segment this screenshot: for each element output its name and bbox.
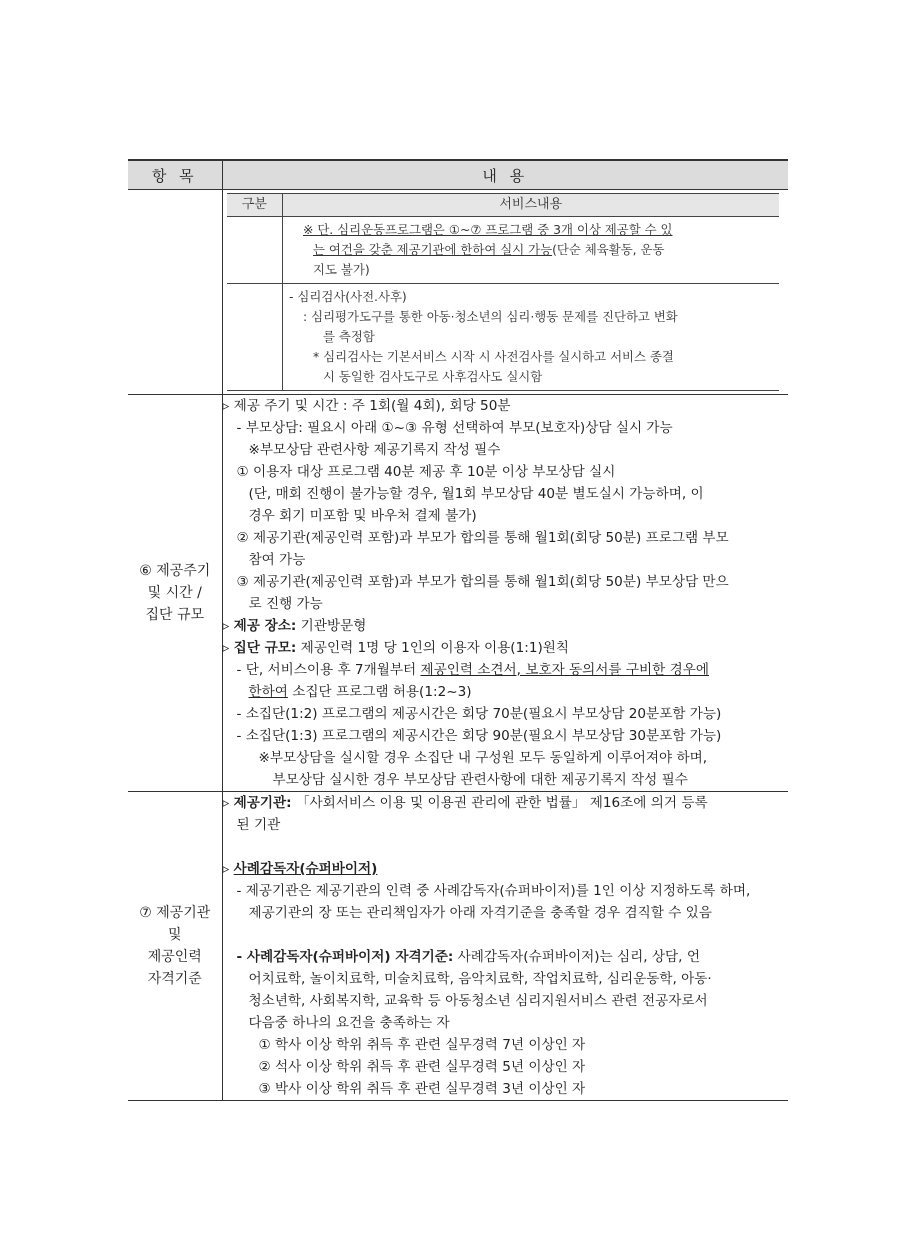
test-line: - 심리검사(사전.사후) (289, 289, 407, 304)
note-line: 지도 불가) (313, 262, 370, 277)
test-line: * 심리검사는 기본서비스 시작 시 사전검사를 실시하고 서비스 종결 (313, 349, 674, 364)
table-header (128, 160, 788, 190)
provider-line: ▹ 제공기관: 「사회서비스 이용 및 이용권 관리에 관한 법률」 제16조에 의거 등록 (222, 795, 708, 811)
header-content: 내 용 (222, 160, 788, 190)
qualification-line: - 사례감독자(슈퍼바이저) 자격기준: 사례감독자(슈퍼바이저)는 심리, 상담, 언 (236, 949, 700, 965)
inner-table (227, 193, 779, 391)
inner-header (227, 194, 779, 217)
table-row (128, 792, 788, 1101)
note-line: 는 여건을 갖춘 제공기관에 한하여 실시 가능(단순 체육활동, 운동 (313, 242, 665, 257)
test-line: 시 동일한 검사도구로 사후검사도 실시함 (323, 369, 543, 384)
inner-header-category: 구분 (227, 194, 283, 217)
table-row (128, 395, 788, 792)
row-content-7: ▹ 제공기관: 「사회서비스 이용 및 이용권 관리에 관한 법률」 제16조에 의거 등록 된 기관 ▹ 사례감독자(슈퍼바이저) - 제공기관은 제공기관의 인력 중 사례감독자(슈퍼바이저)를 1인 이상 지정하도록 하며, 제공기관의 장 또는 관리책임자가 아래 자격기준을 충족할 경우 겸직할 수 있음 - 사례감독자(슈퍼바이저) 자격기준: 사례감독자(슈퍼바이저)는 심리, 상담, 언 어치료학, 놀이치료학, 미술치료학, 음악치료학, 작업치료학, 심리운동학, 아동· 청소년학, 사회복지학, 교육학 등 아동청소년 심리지원서비스 관련 전공자로서 다음중 하나의 요건을 충족하는 자 ① 학사 이상 학위 취득 후 관련 실무경력 7년 이상인 자 ② 석사 이상 학위 취득 후 관련 실무경력 5년 이상인 자 ③ 박사 이상 학위 취득 후 관련 실무경력 3년 이상인 자 (222, 792, 788, 1101)
header-item: 항 목 (128, 160, 222, 190)
row-content-6: ▹ 제공 주기 및 시간 : 주 1회(월 4회), 회당 50분 - 부모상담: 필요시 아래 ①~③ 유형 선택하여 부모(보호자)상담 실시 가능 ※부모상담 관련사항 제공기록지 작성 필수 ① 이용자 대상 프로그램 40분 제공 후 10분 이상 부모상담 실시 (단, 매회 진행이 불가능할 경우, 월1회 부모상담 40분 별도실시 가능하며, 이 경우 회기 미포함 및 바우처 결제 불가) ② 제공기관(제공인력 포함)과 부모가 합의를 통해 월1회(회당 50분) 프로그램 부모 참여 가능 ③ 제공기관(제공인력 포함)과 부모가 합의를 통해 월1회(회당 50분) 부모상담 만으 로 진행 가능 ▹ 제공 장소: 기관방문형 ▹ 집단 규모: 제공인력 1명 당 1인의 이용자 이용(1:1)원칙 - 단, 서비스이용 후 7개월부터 제공인력 소견서, 보호자 동의서를 구비한 경우에 한하여 소집단 프로그램 허용(1:2~3) - 소집단(1:2) 프로그램의 제공시간은 회당 70분(필요시 부모상담 20분포함 가능) - 소집단(1:3) 프로그램의 제공시간은 회당 90분(필요시 부모상담 30분포함 가능) ※부모상담을 실시할 경우 소집단 내 구성원 모두 동일하게 이루어져야 하며, 부모상담 실시한 경우 부모상담 관련사항에 대한 제공기록지 작성 필수 (222, 395, 788, 792)
requirement-item: ③ 박사 이상 학위 취득 후 관련 실무경력 3년 이상인 자 (258, 1081, 586, 1097)
group-line: ▹ 집단 규모: 제공인력 1명 당 1인의 이용자 이용(1:1)원칙 (222, 640, 570, 656)
inner-cell-note (283, 217, 779, 284)
note-line: ※ 단. 심리운동프로그램은 ①~⑦ 프로그램 중 3개 이상 제공할 수 있 (303, 222, 673, 237)
service-table (128, 159, 788, 1101)
table-row (128, 190, 788, 395)
test-line: 를 측정함 (323, 329, 375, 344)
inner-row (227, 217, 779, 284)
requirement-item: ② 석사 이상 학위 취득 후 관련 실무경력 5년 이상인 자 (258, 1059, 586, 1075)
test-line: : 심리평가도구를 통한 아동·청소년의 심리·행동 문제를 진단하고 변화 (303, 309, 678, 324)
row-item-empty (128, 190, 222, 395)
inner-cell-test (283, 284, 779, 391)
requirement-item: ① 학사 이상 학위 취득 후 관련 실무경력 7년 이상인 자 (258, 1037, 586, 1053)
row-content (222, 190, 788, 395)
inner-header-service: 서비스내용 (283, 194, 779, 217)
supervisor-title: ▹ 사례감독자(슈퍼바이저) (222, 861, 378, 877)
row-label-6: ⑥ 제공주기 및 시간 / 집단 규모 (128, 395, 222, 792)
place-line: ▹ 제공 장소: 기관방문형 (222, 618, 367, 634)
row-label-7: ⑦ 제공기관 및 제공인력 자격기준 (128, 792, 222, 1101)
inner-row (227, 284, 779, 391)
